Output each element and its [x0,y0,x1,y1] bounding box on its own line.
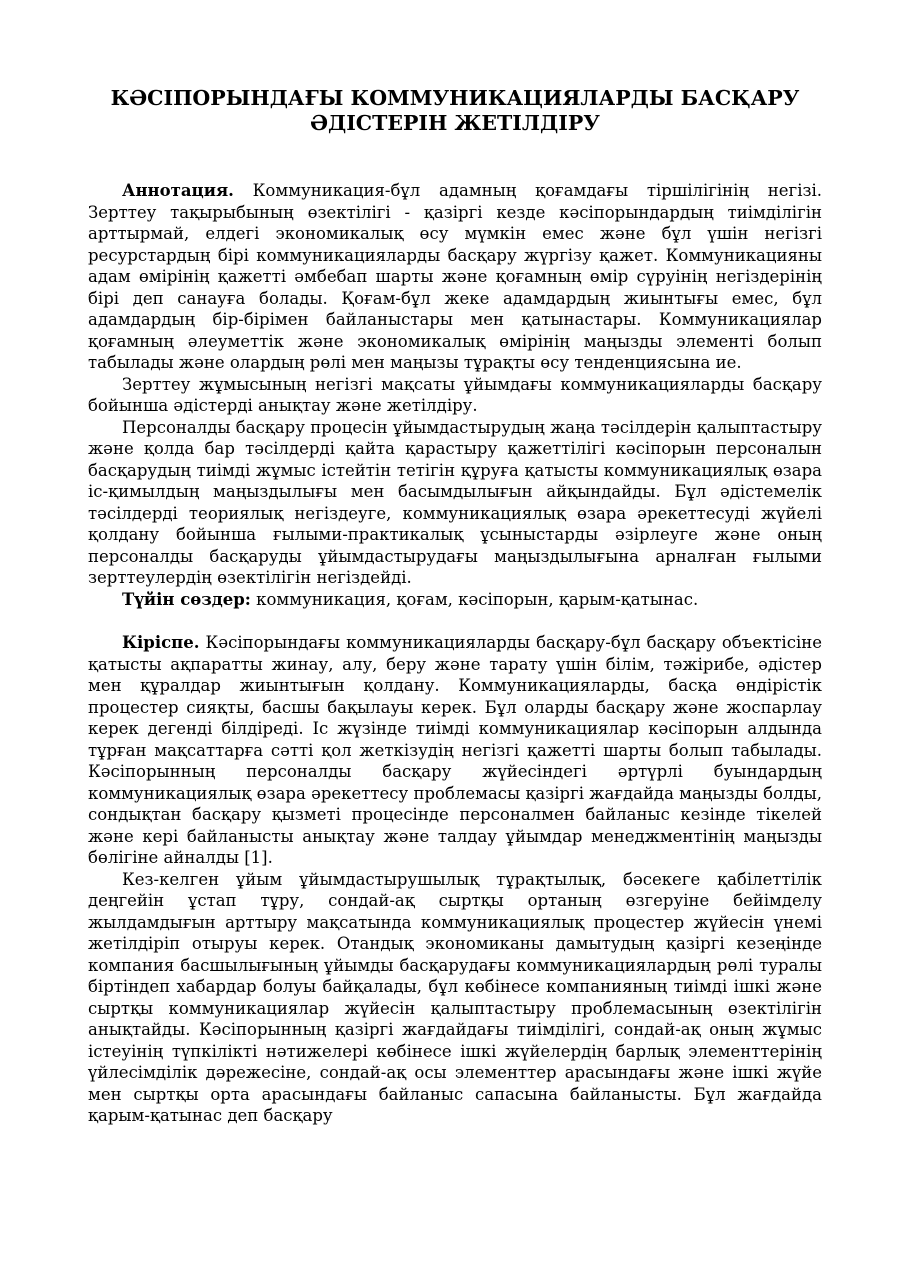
abstract-label: Аннотация. [122,181,234,200]
intro-paragraph-2: Кез-келген ұйым ұйымдастырушылық тұрақтылық, бәсекеге қабілеттілік деңгейін ұстап тұру, сондай-ақ сыртқы ортаның өзгеруіне бейімделу жылдамдығын арттыру мақсатында коммуникациялық процестер жүйесін үнемі жетілдіріп отыруы керек. Отандық экономиканы дамытудың қазіргі кезеңінде компания басшылығының ұйымды басқарудағы коммуникациялардың рөлі туралы біртіндеп хабардар болуы байқалады, бұл көбінесе компанияның тиімді ішкі және сыртқы коммуникациялар жүйесін қалыптастыру проблемасының өзектілігін анықтайды. Кәсіпорынның қазіргі жағдайдағы тиімділігі, сондай-ақ оның жұмыс істеуінің түпкілікті нәтижелері көбінесе ішкі жүйелердің барлық элементтерінің үйлесімділік дәрежесіне, сондай-ақ осы элементтер арасындағы және ішкі жүйе мен сыртқы орта арасындағы байланыс сапасына байланысты. Бұл жағдайда қарым-қатынас деп басқару [88,869,822,1125]
intro-text-1: Кәсіпорындағы коммуникацияларды басқару-бұл басқару объектісіне қатысты ақпаратты жинау, алу, беру және тарату үшін білім, тәжірибе, әдістер мен құралдар жиынтығын қолдану. Коммуникацияларды, басқа өндірістік процестер сияқты, басшы бақылауы керек. Бұл оларды басқару және жоспарлау керек дегенді білдіреді. Іс жүзінде тиімді коммуникациялар кәсіпорын алдында тұрған мақсаттарға сәтті қол жеткізудің негізгі қажетті шарты болып табылады. Кәсіпорынның персоналды басқару жүйесіндегі әртүрлі буындардың коммуникациялық өзара әрекеттесу проблемасы қазіргі жағдайда маңызды болды, сондықтан басқару қызметі процесінде персоналмен байланыс кезінде тікелей және кері байланысты анықтау және талдау ұйымдар менеджментінің маңызды бөлігіне айналды [1]. [88,633,822,867]
intro-paragraph-1 [88,632,822,869]
intro-label: Кіріспе. [122,633,200,652]
abstract-paragraph-1 [88,180,822,374]
abstract-paragraph-2: Зерттеу жұмысының негізгі мақсаты ұйымдағы коммуникацияларды басқару бойынша әдістерді анықтау және жетілдіру. [88,374,822,415]
keywords-text: коммуникация, қоғам, кәсіпорын, қарым-қатынас. [250,589,699,609]
keywords-label: Түйін сөздер: [122,589,251,609]
paper-title-line-1: КӘСІПОРЫНДАҒЫ КОММУНИКАЦИЯЛАРДЫ БАСҚАРУ [110,86,800,110]
abstract-paragraph-3: Персоналды басқару процесін ұйымдастырудың жаңа тәсілдерін қалыптастыру және қолда бар тәсілдерді қайта қарастыру қажеттілігі кәсіпорын персоналын басқарудың тиімді жұмыс істейтін тетігін құруға қатысты коммуникациялық өзара іс-қимылдың маңыздылығы мен басымдылығын айқындайды. Бұл әдістемелік тәсілдерді теориялық негіздеуге, коммуникациялық өзара әрекеттесуді жүйелі қолдану бойынша ғылыми-практикалық ұсыныстарды әзірлеуге және оның персоналды басқаруды ұйымдастырудағы маңыздылығына арналған ғылыми зерттеулердің өзектілігін негіздейді. [88,417,822,587]
paper-title-line-2: ӘДІСТЕРІН ЖЕТІЛДІРУ [310,111,600,135]
abstract-text-1: Коммуникация-бұл адамның қоғамдағы тіршілігінің негізі. Зерттеу тақырыбының өзектілігі - қазіргі кезде кәсіпорындардың тиімділігін арттырмай, елдегі экономикалық өсу мүмкін емес және бұл үшін негізгі ресурстардың бірі коммуникацияларды басқару жүргізу қажет. Коммуникацияны адам өмірінің қажетті әмбебап шарты және қоғамның өмір сүруінің негіздерінің бірі деп санауға болады. Қоғам-бұл жеке адамдардың жиынтығы емес, бұл адамдардың бір-бірімен байланыстары мен қатынастары. Коммуникациялар қоғамның әлеуметтік және экономикалық өмірінің маңызды элементі болып табылады және олардың рөлі мен маңызы тұрақты өсу тенденциясына ие. [88,181,822,372]
paper-title [88,86,822,136]
keywords-paragraph [88,589,822,611]
document-page [88,86,822,1127]
